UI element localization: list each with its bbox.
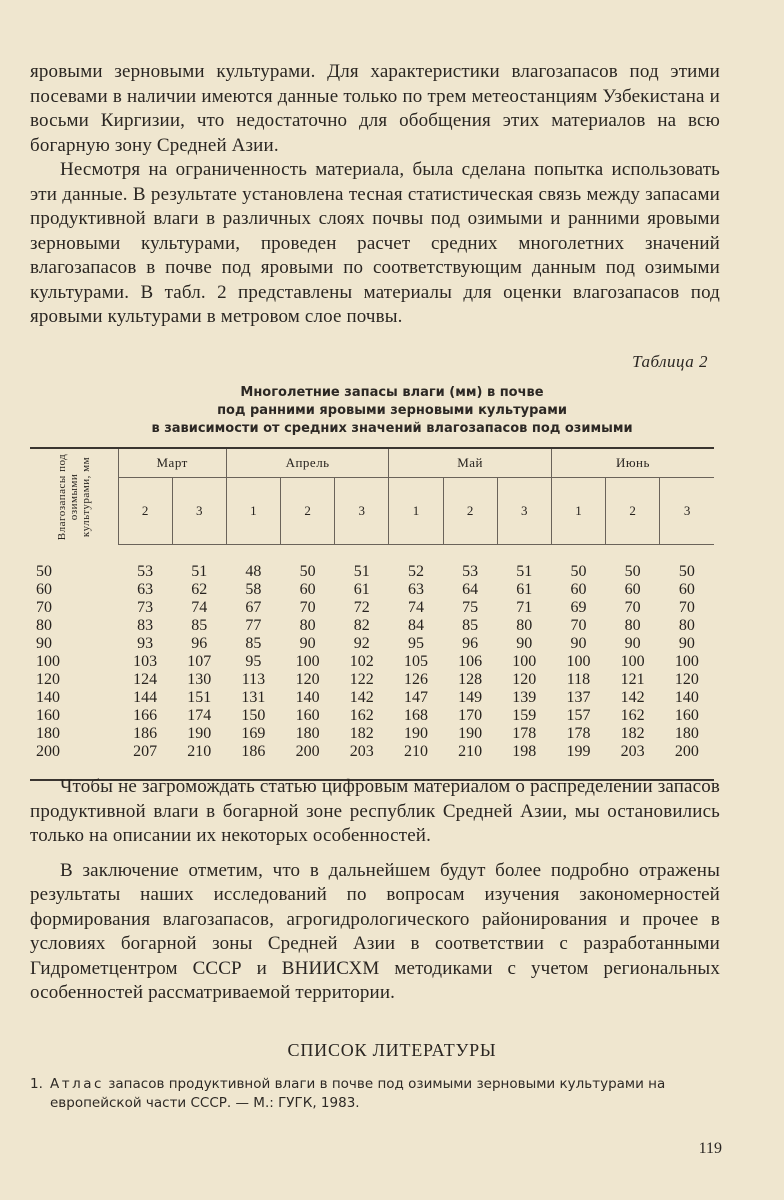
table-cell: 203 [349, 743, 374, 760]
table-cell: 70 [570, 617, 587, 634]
row-value-cell: 50 [36, 563, 52, 580]
table-cell: 61 [516, 581, 533, 598]
table-cell: 60 [678, 581, 695, 598]
table-row [30, 581, 714, 599]
table-row [30, 707, 714, 725]
table-cell: 120 [512, 671, 537, 688]
table-cell: 147 [403, 689, 428, 706]
table-cell: 77 [245, 617, 262, 634]
table-cell: 53 [137, 563, 154, 580]
decade-header: 2 [281, 478, 335, 545]
decade-header: 1 [551, 478, 605, 545]
table-cell: 70 [624, 599, 641, 616]
table-cell: 120 [295, 671, 320, 688]
table-cell: 200 [674, 743, 699, 760]
row-value-cell: 140 [36, 689, 60, 706]
table-cell: 85 [462, 617, 479, 634]
table-cell: 74 [191, 599, 208, 616]
reference-lead: Атлас [50, 1076, 104, 1092]
table-cell: 190 [458, 725, 483, 742]
table-cell: 157 [566, 707, 591, 724]
row-header [30, 448, 118, 545]
month-header: Май [389, 448, 552, 478]
caption-line: под ранними яровыми зерновыми культурами [217, 403, 567, 418]
table-cell: 52 [407, 563, 424, 580]
table-cell: 96 [191, 635, 208, 652]
table-cell: 160 [674, 707, 699, 724]
table-cell: 100 [512, 653, 537, 670]
table-cell: 62 [191, 581, 208, 598]
reference-item [30, 1075, 718, 1113]
table-cell: 106 [458, 653, 483, 670]
table-cell: 64 [462, 581, 479, 598]
paragraph: Чтобы не загромождать статью цифровым материалом о распределении запасов продуктивной влаги в богарной зоне республик Средней Азии, мы остановились только на описании их некоторых особенностей. [30, 776, 720, 846]
table-cell: 149 [458, 689, 483, 706]
table-cell: 122 [349, 671, 374, 688]
row-value-cell: 160 [36, 707, 60, 724]
row-value-cell: 200 [36, 743, 60, 760]
caption-line: Многолетние запасы влаги (мм) в почве [240, 385, 544, 400]
table-cell: 51 [191, 563, 208, 580]
table-cell: 90 [624, 635, 641, 652]
table-cell: 58 [245, 581, 262, 598]
table-cell: 103 [133, 653, 158, 670]
table-cell: 137 [566, 689, 591, 706]
table-row [30, 635, 714, 653]
table-cell: 151 [187, 689, 212, 706]
table-cell: 90 [678, 635, 695, 652]
table-body [30, 545, 714, 781]
table-cell: 85 [245, 635, 262, 652]
table-cell: 142 [349, 689, 374, 706]
table-cell: 93 [137, 635, 154, 652]
table-cell: 121 [620, 671, 645, 688]
table-cell: 90 [516, 635, 533, 652]
table-cell: 207 [133, 743, 158, 760]
row-header-text: Влагозапасы под озимыми культурами, мм [55, 453, 92, 540]
table-cell: 186 [241, 743, 266, 760]
table-cell: 95 [407, 635, 424, 652]
paragraph: В заключение отметим, что в дальнейшем будут более подробно отражены результаты наших исследований по вопросам изучения закономерностей формирования влагозапасов, агрогидрологического районирования и прочее в условиях богарной зоны Средней Азии в соответствии с разработанными Гидрометцентром СССР и ВНИИСХМ методиками с учетом региональных особенностей рассматриваемой территории. [30, 859, 720, 1003]
table-row [30, 617, 714, 635]
table-cell: 71 [516, 599, 533, 616]
table-cell: 92 [353, 635, 370, 652]
table-cell: 118 [566, 671, 591, 688]
table-cell: 90 [570, 635, 587, 652]
table-cell: 53 [462, 563, 479, 580]
table-row [30, 725, 714, 743]
paragraph: яровыми зерновыми культурами. Для характеристики влагозапасов под этими посевами в наличии имеются данные только по трем метеостанциям Узбекистана и восьми Киргизии, что недостаточно для обобщения этих материалов на всю богарную зону Средней Азии. [30, 61, 720, 156]
table-cell: 162 [620, 707, 645, 724]
table-row [30, 743, 714, 761]
reference-text: запасов продуктивной влаги в почве под озимыми зерновыми культурами на европейской части СССР. — М.: ГУГК, 1983. [50, 1076, 666, 1111]
table-cell: 50 [678, 563, 695, 580]
table-cell: 120 [674, 671, 699, 688]
table-cell: 113 [241, 671, 266, 688]
table-cell: 51 [516, 563, 533, 580]
decade-header: 2 [118, 478, 172, 545]
table-cell: 50 [570, 563, 587, 580]
table-cell: 210 [187, 743, 212, 760]
table-cell: 73 [137, 599, 154, 616]
table-cell: 95 [245, 653, 262, 670]
row-value-cell: 80 [36, 617, 52, 634]
table-cell: 80 [624, 617, 641, 634]
text-block-after [30, 775, 720, 1006]
table-cell: 203 [620, 743, 645, 760]
table-cell: 186 [133, 725, 158, 742]
row-value-cell: 90 [36, 635, 52, 652]
table-cell: 69 [570, 599, 587, 616]
table-cell: 51 [353, 563, 370, 580]
table-cell: 70 [299, 599, 316, 616]
table-cell: 180 [674, 725, 699, 742]
paragraph: Несмотря на ограниченность материала, была сделана попытка использовать эти данные. В результате установлена тесная статистическая связь между запасами продуктивной влаги в различных слоях почвы под озимыми и ранними яровыми зерновыми культурами, проведен расчет средних многолетних значений влагозапасов в почве под яровыми по соответствующим данным под озимыми культурами. В табл. 2 представлены материалы для оценки влагозапасов под яровыми культурами в метровом слое почвы. [30, 159, 720, 327]
table-cell: 159 [512, 707, 537, 724]
table-cell: 105 [403, 653, 428, 670]
decade-header: 2 [606, 478, 660, 545]
table-cell: 182 [620, 725, 645, 742]
table-cell: 199 [566, 743, 591, 760]
table-cell: 50 [624, 563, 641, 580]
table-cell: 170 [458, 707, 483, 724]
table-cell: 162 [349, 707, 374, 724]
table-cell: 63 [407, 581, 424, 598]
decade-header: 1 [389, 478, 443, 545]
table-cell: 178 [566, 725, 591, 742]
table-cell: 85 [191, 617, 208, 634]
table-cell: 174 [187, 707, 212, 724]
table-cell: 102 [349, 653, 374, 670]
table-cell: 198 [512, 743, 537, 760]
table-cell: 130 [187, 671, 212, 688]
reference-number: 1. [30, 1076, 43, 1092]
table-cell: 160 [295, 707, 320, 724]
row-value-cell: 100 [36, 653, 60, 670]
month-header: Апрель [226, 448, 389, 478]
table-cell: 75 [462, 599, 479, 616]
table-cell: 124 [133, 671, 158, 688]
table-cell: 84 [407, 617, 424, 634]
row-value-cell: 180 [36, 725, 60, 742]
table-cell: 74 [407, 599, 424, 616]
row-value-cell: 120 [36, 671, 60, 688]
table-cell: 144 [133, 689, 158, 706]
data-table [30, 447, 714, 783]
table-cell: 107 [187, 653, 212, 670]
table-cell: 80 [678, 617, 695, 634]
table-cell: 139 [512, 689, 537, 706]
row-value-cell: 60 [36, 581, 52, 598]
table-cell: 169 [241, 725, 266, 742]
table-cell: 140 [674, 689, 699, 706]
table-cell: 63 [137, 581, 154, 598]
table-cell: 60 [299, 581, 316, 598]
table-cell: 72 [353, 599, 370, 616]
decade-header: 3 [660, 478, 714, 545]
table-cell: 60 [624, 581, 641, 598]
table-cell: 140 [295, 689, 320, 706]
table-row [30, 653, 714, 671]
row-value-cell: 70 [36, 599, 52, 616]
table-cell: 67 [245, 599, 262, 616]
decade-header: 1 [226, 478, 280, 545]
decade-header: 3 [335, 478, 389, 545]
table-cell: 61 [353, 581, 370, 598]
decade-header: 2 [443, 478, 497, 545]
month-header: Март [118, 448, 226, 478]
table-label: Таблица 2 [632, 352, 708, 371]
table-cell: 126 [403, 671, 428, 688]
table-cell: 80 [516, 617, 533, 634]
table-cell: 82 [353, 617, 370, 634]
table-cell: 100 [295, 653, 320, 670]
decade-header: 3 [497, 478, 551, 545]
table-row [30, 689, 714, 707]
month-header: Июнь [551, 448, 714, 478]
text-block-top [30, 60, 720, 330]
table-cell: 190 [187, 725, 212, 742]
table-cell: 210 [458, 743, 483, 760]
table-caption [40, 384, 744, 438]
table-cell: 83 [137, 617, 154, 634]
table-cell: 166 [133, 707, 158, 724]
table-cell: 168 [403, 707, 428, 724]
decade-header: 3 [172, 478, 226, 545]
table-cell: 128 [458, 671, 483, 688]
table-cell: 80 [299, 617, 316, 634]
table-cell: 190 [403, 725, 428, 742]
table-cell: 131 [241, 689, 266, 706]
table-cell: 96 [462, 635, 479, 652]
table-cell: 90 [299, 635, 316, 652]
table-cell: 142 [620, 689, 645, 706]
table-row [30, 563, 714, 581]
table-cell: 178 [512, 725, 537, 742]
table-row [30, 671, 714, 689]
table-row [30, 599, 714, 617]
table-cell: 60 [570, 581, 587, 598]
table-cell: 100 [674, 653, 699, 670]
caption-line: в зависимости от средних значений влагозапасов под озимыми [151, 421, 633, 436]
page-number: 119 [698, 1140, 722, 1157]
table-cell: 100 [620, 653, 645, 670]
table-cell: 182 [349, 725, 374, 742]
table-cell: 200 [295, 743, 320, 760]
table-cell: 70 [678, 599, 695, 616]
table-cell: 48 [245, 563, 262, 580]
table-cell: 100 [566, 653, 591, 670]
references-title: СПИСОК ЛИТЕРАТУРЫ [287, 1040, 497, 1060]
table-cell: 210 [403, 743, 428, 760]
table-cell: 180 [295, 725, 320, 742]
table-cell: 50 [299, 563, 316, 580]
table-cell: 150 [241, 707, 266, 724]
